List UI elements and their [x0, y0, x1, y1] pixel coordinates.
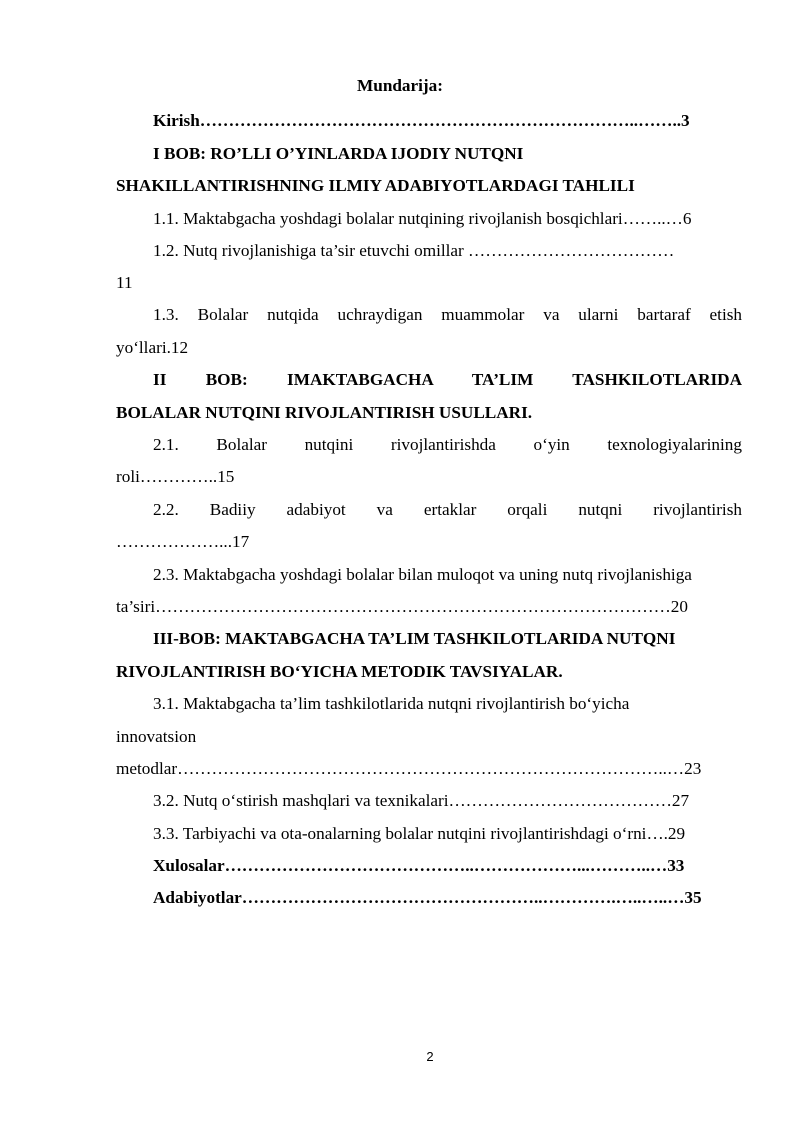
toc-section-2-1-line-1: 2.1. Bolalar nutqini rivojlantirishda o‘yin texnologiyalarining: [153, 435, 742, 454]
toc-section-1-2-line-2: 11: [116, 273, 133, 292]
toc-section-3-1-line-3: metodlar…………………………………………………………………………..…23: [116, 759, 702, 778]
toc-chapter-3-line-1: III-BOB: MAKTABGACHA TA’LIM TASHKILOTLARIDA NUTQNI: [153, 629, 676, 648]
toc-section-1-3-line-1: 1.3. Bolalar nutqida uchraydigan muammolar va ularni bartaraf etish: [153, 305, 742, 324]
toc-section-1-3-line-2: yo‘llari.12: [116, 338, 189, 357]
toc-section-3-1-line-2: innovatsion: [116, 727, 197, 746]
toc-chapter-2-line-1: II BOB: IMAKTABGACHA TA’LIM TASHKILOTLARIDA: [153, 370, 742, 389]
page-number: 2: [426, 1049, 434, 1064]
toc-entry-intro: Kirish…………………………………………………………………..……..3: [153, 111, 690, 130]
toc-section-2-2-line-2: ………………...17: [116, 532, 250, 551]
toc-chapter-3-line-2: RIVOJLANTIRISH BO‘YICHA METODIK TAVSIYALAR.: [116, 662, 563, 681]
toc-section-1-1: 1.1. Maktabgacha yoshdagi bolalar nutqining rivojlanish bosqichlari……..…6: [153, 209, 692, 228]
toc-section-2-3-line-1: 2.3. Maktabgacha yoshdagi bolalar bilan muloqot va uning nutq rivojlanishiga: [153, 565, 692, 584]
toc-section-2-3-line-2: ta’siri………………………………………………………………………………20: [116, 597, 688, 616]
toc-entry-references: Adabiyotlar……………………………………………..………….…..…..…35: [153, 888, 702, 907]
toc-section-1-2-line-1: 1.2. Nutq rivojlanishiga ta’sir etuvchi omillar ………………………………: [153, 241, 675, 260]
toc-section-2-2-line-1: 2.2. Badiiy adabiyot va ertaklar orqali nutqni rivojlantirish: [153, 500, 742, 519]
toc-section-3-1-line-1: 3.1. Maktabgacha ta’lim tashkilotlarida nutqni rivojlantirish bo‘yicha: [153, 694, 630, 713]
toc-section-2-1-line-2: roli…………..15: [116, 467, 235, 486]
toc-section-3-3: 3.3. Tarbiyachi va ota-onalarning bolalar nutqini rivojlantirishdagi o‘rni….29: [153, 824, 686, 843]
toc-chapter-2-line-2: BOLALAR NUTQINI RIVOJLANTIRISH USULLARI.: [116, 403, 533, 422]
toc-title: Mundarija:: [357, 76, 443, 95]
toc-entry-conclusion: Xulosalar……………………………………..………………...………..…33: [153, 856, 685, 875]
toc-chapter-1-line-2: SHAKILLANTIRISHNING ILMIY ADABIYOTLARDAGI TAHLILI: [116, 176, 635, 195]
toc-section-3-2: 3.2. Nutq o‘stirish mashqlari va texnikalari…………………………………27: [153, 791, 690, 810]
toc-chapter-1-line-1: I BOB: RO’LLI O’YINLARDA IJODIY NUTQNI: [153, 144, 524, 163]
